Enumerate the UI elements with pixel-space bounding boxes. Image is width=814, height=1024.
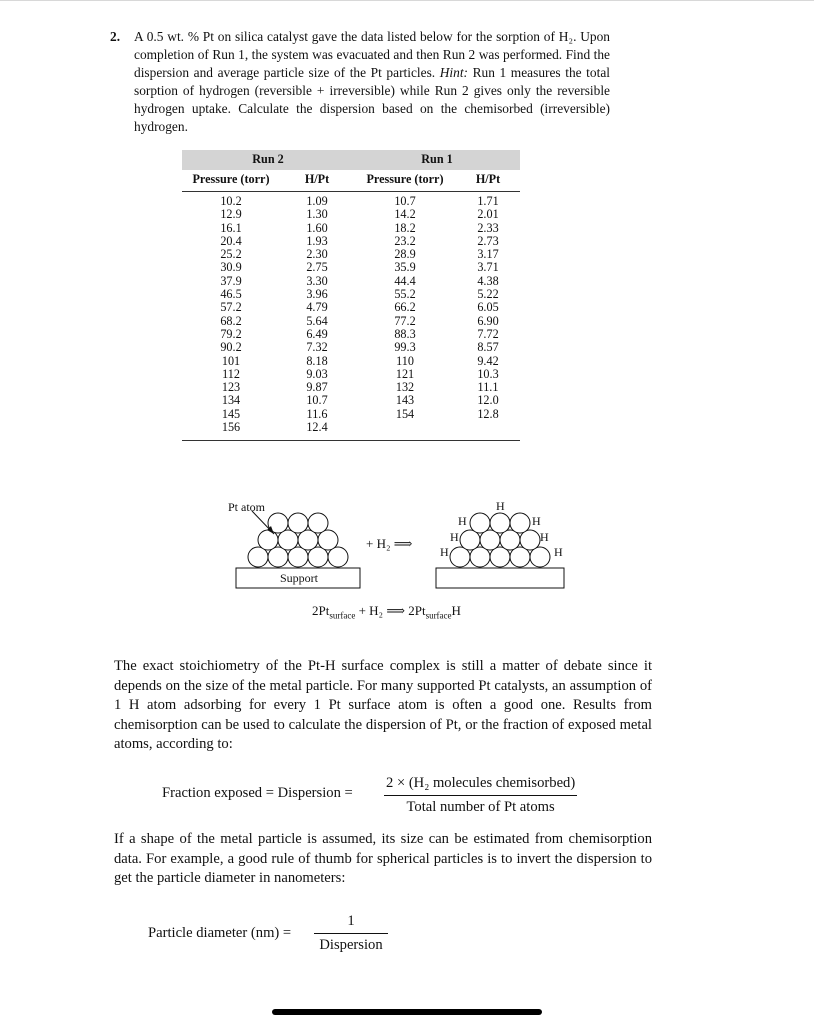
pt-particle-before [248, 513, 348, 567]
home-indicator[interactable] [272, 1009, 542, 1015]
cell-run1-hpt: 6.05 [477, 300, 499, 315]
sorption-data-table [182, 150, 520, 441]
plus-h2-arrow: + H₂ ⟹ [366, 536, 413, 551]
cell-run1-hpt: 1.71 [477, 194, 499, 208]
particle-diameter-denominator: Dispersion [319, 937, 383, 953]
cell-run1-pressure: 55.2 [394, 287, 416, 302]
h-atom-label: H [440, 545, 449, 559]
cell-run2-hpt: 6.49 [306, 326, 328, 341]
table-row [182, 381, 520, 394]
pt-atom-circle [510, 513, 530, 533]
stoichiometry-paragraph: The exact stoichiometry of the Pt-H surface complex is still a matter of debate since it depends on the size of the metal particle. For many supported Pt catalysts, an assumption of 1 H atom adsorbing for every 1 Pt surface atom is often a good one. Results from chemisorption can be used to calculate the dispersion of Pt, or the fraction of exposed metal atoms, according to: [114, 658, 652, 753]
pt-atom-circle [308, 513, 328, 533]
cell-run1-pressure: 121 [395, 366, 415, 381]
particle-diameter-lhs: Particle diameter (nm) = [148, 925, 292, 941]
h-atom-label: H [532, 514, 541, 528]
run1-header: Run 1 [354, 150, 520, 170]
cell-run1-pressure: 99.3 [394, 340, 416, 355]
dispersion-numerator: 2 × (H₂ molecules chemisorbed) [384, 775, 577, 796]
pt-atom-circle [288, 513, 308, 533]
cell-run2-pressure: 46.5 [220, 287, 242, 302]
table-row [182, 248, 520, 261]
table-row [182, 192, 520, 209]
pt-atom-circle [470, 513, 490, 533]
problem-text-part2: Run 1 measures the total sorption of hydrogen (reversible + irreversible) while Run 2 gives only the reversible hydrogen uptake. Calculate the dispersion based on the chemisorbed (irreversible) hydrogen. [134, 65, 610, 134]
equation-subscript: surface [329, 610, 356, 621]
table-row [182, 421, 520, 441]
dispersion-formula-lhs: Fraction exposed = Dispersion = [162, 785, 353, 801]
cell-run2-pressure: 101 [221, 353, 241, 368]
cell-run2-hpt: 2.30 [306, 247, 328, 262]
h-atom-label: H [450, 530, 459, 544]
adsorption-equation [312, 603, 461, 621]
cell-run2-pressure: 25.2 [220, 247, 242, 262]
table-row [182, 394, 520, 407]
cell-run2-pressure: 123 [221, 380, 241, 395]
cell-run1-pressure: 88.3 [394, 326, 416, 341]
support-block-right [436, 568, 564, 588]
cell-run2-pressure: 30.9 [220, 260, 242, 275]
cell-run1-pressure: 143 [395, 393, 415, 408]
run2-header: Run 2 [182, 150, 354, 170]
col-header-run1-pressure: Pressure (torr) [354, 170, 456, 192]
chemisorption-diagram [224, 496, 584, 596]
cell-run1-hpt: 3.71 [477, 260, 499, 275]
problem-number: 2. [110, 29, 121, 44]
equation-subscript: surface [425, 610, 452, 621]
cell-run2-hpt: 8.18 [306, 353, 328, 368]
equation-middle: + H₂ ⟹ 2Pt [355, 603, 426, 618]
hint-label: Hint: [439, 65, 468, 80]
cell-run1-hpt: 3.17 [477, 247, 499, 262]
cell-run2-pressure: 145 [221, 406, 241, 421]
cell-run1-hpt [456, 421, 520, 441]
cell-run1-hpt: 6.90 [477, 313, 499, 328]
cell-run2-hpt: 4.79 [306, 300, 328, 315]
cell-run2-hpt: 1.60 [306, 220, 328, 235]
cell-run1-pressure: 18.2 [394, 220, 416, 235]
cell-run1-hpt: 12.8 [477, 406, 499, 421]
table-row [182, 261, 520, 274]
problem-statement [110, 28, 610, 136]
cell-run1-pressure: 132 [395, 380, 415, 395]
cell-run1-pressure: 14.2 [394, 207, 416, 222]
table-row [182, 288, 520, 301]
cell-run2-hpt: 5.64 [306, 313, 328, 328]
particle-diameter-numerator: 1 [314, 913, 388, 934]
cell-run2-pressure: 156 [182, 421, 280, 441]
support-label: Support [280, 571, 319, 585]
cell-run2-hpt: 1.93 [306, 233, 328, 248]
cell-run2-hpt: 3.96 [306, 287, 328, 302]
h-atom-label: H [458, 514, 467, 528]
cell-run1-pressure: 35.9 [394, 260, 416, 275]
cell-run1-hpt: 12.0 [477, 393, 499, 408]
problem-text [134, 28, 610, 136]
dispersion-denominator: Total number of Pt atoms [406, 799, 555, 815]
table-row [182, 275, 520, 288]
table-row [182, 341, 520, 354]
cell-run1-pressure: 66.2 [394, 300, 416, 315]
h-atom-label: H [554, 545, 563, 559]
table-row [182, 208, 520, 221]
table-row [182, 328, 520, 341]
table-row [182, 235, 520, 248]
cell-run2-hpt: 10.7 [306, 393, 328, 408]
table-body [182, 192, 520, 441]
cell-run1-pressure: 28.9 [394, 247, 416, 262]
particle-diameter-fraction [314, 913, 388, 954]
cell-run1-pressure: 10.7 [394, 194, 416, 208]
col-header-run2-pressure: Pressure (torr) [182, 170, 280, 192]
cell-run1-pressure: 154 [395, 406, 415, 421]
cell-run2-pressure: 37.9 [220, 273, 242, 288]
table-row [182, 408, 520, 421]
cell-run2-pressure: 10.2 [220, 194, 242, 208]
col-header-run1-hpt: H/Pt [456, 170, 520, 192]
table-row [182, 301, 520, 314]
cell-run1-hpt: 9.42 [477, 353, 499, 368]
cell-run1-pressure [354, 421, 456, 441]
cell-run1-hpt: 2.01 [477, 207, 499, 222]
pt-atom-label: Pt atom [228, 500, 266, 514]
dispersion-fraction [384, 775, 577, 816]
top-divider [0, 0, 814, 1]
cell-run2-hpt: 9.03 [306, 366, 328, 381]
cell-run1-pressure: 110 [396, 353, 414, 368]
cell-run1-hpt: 7.72 [477, 326, 499, 341]
h-atom-label: H [540, 530, 549, 544]
cell-run1-pressure: 23.2 [394, 233, 416, 248]
cell-run1-hpt: 10.3 [477, 366, 499, 381]
h-atom-label: H [496, 499, 505, 513]
cell-run2-hpt: 7.32 [306, 340, 328, 355]
cell-run1-hpt: 4.38 [477, 273, 499, 288]
cell-run2-hpt: 12.4 [280, 421, 354, 441]
cell-run2-pressure: 20.4 [220, 233, 242, 248]
cell-run1-pressure: 77.2 [394, 313, 416, 328]
equation-right: H [451, 603, 461, 618]
equation-left: 2Pt [312, 603, 330, 618]
cell-run2-pressure: 16.1 [220, 220, 242, 235]
cell-run1-hpt: 2.33 [477, 220, 499, 235]
col-header-run2-hpt: H/Pt [280, 170, 354, 192]
cell-run2-pressure: 68.2 [220, 313, 242, 328]
cell-run2-hpt: 9.87 [306, 380, 328, 395]
particle-size-paragraph: If a shape of the metal particle is assumed, its size can be estimated from chemisorption data. For example, a good rule of thumb for spherical particles is to invert the dispersion to get the particle diameter in nanometers: [114, 831, 652, 887]
pt-atom-circle [490, 513, 510, 533]
problem-text-part1: A 0.5 wt. % Pt on silica catalyst gave the data listed below for the sorption of H₂. Upon completion of Run 1, the system was evacuated and then Run 2 was performed. Find the dispersion and average particle size of the Pt particles. [134, 29, 610, 80]
cell-run2-pressure: 90.2 [220, 340, 242, 355]
cell-run1-hpt: 2.73 [477, 233, 499, 248]
cell-run2-hpt: 1.09 [306, 194, 328, 208]
cell-run2-pressure: 57.2 [220, 300, 242, 315]
table-row [182, 355, 520, 368]
cell-run2-pressure: 134 [221, 393, 241, 408]
cell-run1-pressure: 44.4 [394, 273, 416, 288]
cell-run1-hpt: 11.1 [477, 380, 499, 395]
table-row [182, 368, 520, 381]
cell-run2-hpt: 1.30 [306, 207, 328, 222]
cell-run2-hpt: 2.75 [306, 260, 328, 275]
table-row [182, 315, 520, 328]
cell-run1-hpt: 5.22 [477, 287, 499, 302]
cell-run1-hpt: 8.57 [477, 340, 499, 355]
cell-run2-pressure: 12.9 [220, 207, 242, 222]
cell-run2-hpt: 11.6 [306, 406, 328, 421]
table-row [182, 222, 520, 235]
cell-run2-hpt: 3.30 [306, 273, 328, 288]
cell-run2-pressure: 112 [222, 366, 240, 381]
cell-run2-pressure: 79.2 [220, 326, 242, 341]
